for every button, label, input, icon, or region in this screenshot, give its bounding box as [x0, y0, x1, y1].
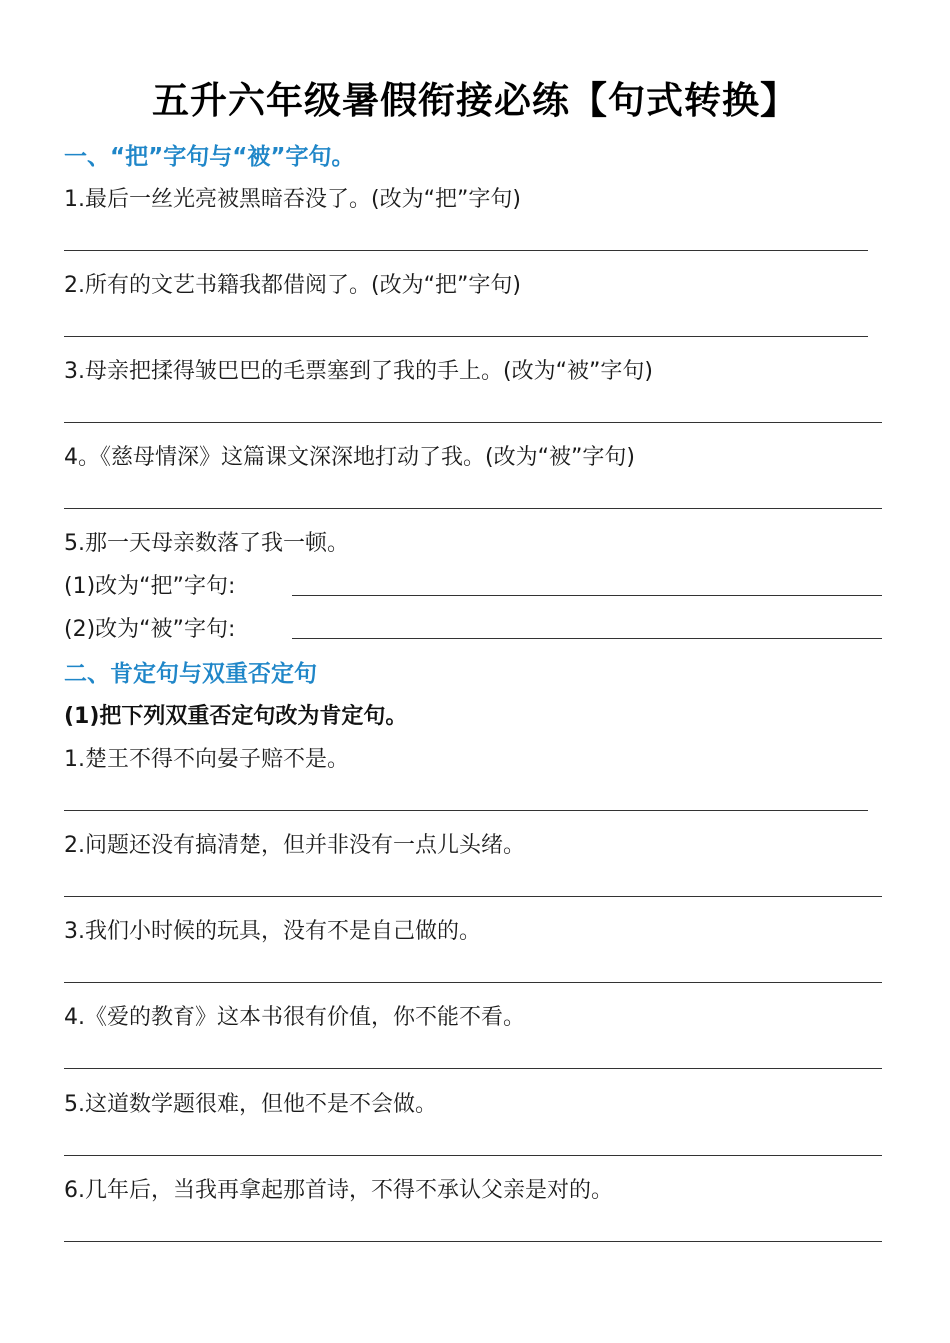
section-2-subheading: (1)把下列双重否定句改为肯定句。 [64, 704, 408, 729]
section-2-heading: 二、肯定句与双重否定句 [64, 661, 317, 687]
question-2-4: 4.《爱的教育》这本书很有价值，你不能不看。 [64, 1005, 525, 1030]
answer-line-2-6[interactable] [64, 1241, 882, 1242]
part-2-label: (2)改为“被”字句: [64, 617, 236, 642]
answer-line-2-5[interactable] [64, 1155, 882, 1156]
answer-line-1-4[interactable] [64, 508, 882, 509]
question-2-2: 2.问题还没有搞清楚，但并非没有一点儿头绪。 [64, 833, 525, 858]
answer-line-1-3[interactable] [64, 422, 882, 423]
answer-line-2-2[interactable] [64, 896, 882, 897]
answer-line-part-1[interactable] [292, 595, 882, 596]
question-2-1: 1.楚王不得不向晏子赔不是。 [64, 747, 349, 772]
answer-line-1-1[interactable] [64, 250, 868, 251]
question-1-4: 4。《慈母情深》这篇课文深深地打动了我。(改为“被”字句) [64, 445, 635, 470]
question-1-5: 5.那一天母亲数落了我一顿。 [64, 531, 349, 556]
answer-line-part-2[interactable] [292, 638, 882, 639]
answer-line-2-1[interactable] [64, 810, 868, 811]
answer-line-2-4[interactable] [64, 1068, 882, 1069]
section-1-heading: 一、“把”字句与“被”字句。 [64, 144, 355, 170]
question-1-3: 3.母亲把揉得皱巴巴的毛票塞到了我的手上。(改为“被”字句) [64, 359, 653, 384]
answer-line-1-2[interactable] [64, 336, 868, 337]
answer-line-2-3[interactable] [64, 982, 882, 983]
question-1-2: 2.所有的文艺书籍我都借阅了。(改为“把”字句) [64, 273, 521, 298]
page-title: 五升六年级暑假衔接必练【句式转换】 [152, 79, 798, 122]
question-2-5: 5.这道数学题很难，但他不是不会做。 [64, 1092, 437, 1117]
question-2-3: 3.我们小时候的玩具，没有不是自己做的。 [64, 919, 481, 944]
question-1-1: 1.最后一丝光亮被黑暗吞没了。(改为“把”字句) [64, 187, 521, 212]
part-1-label: (1)改为“把”字句: [64, 574, 236, 599]
question-2-6: 6.几年后，当我再拿起那首诗，不得不承认父亲是对的。 [64, 1178, 613, 1203]
